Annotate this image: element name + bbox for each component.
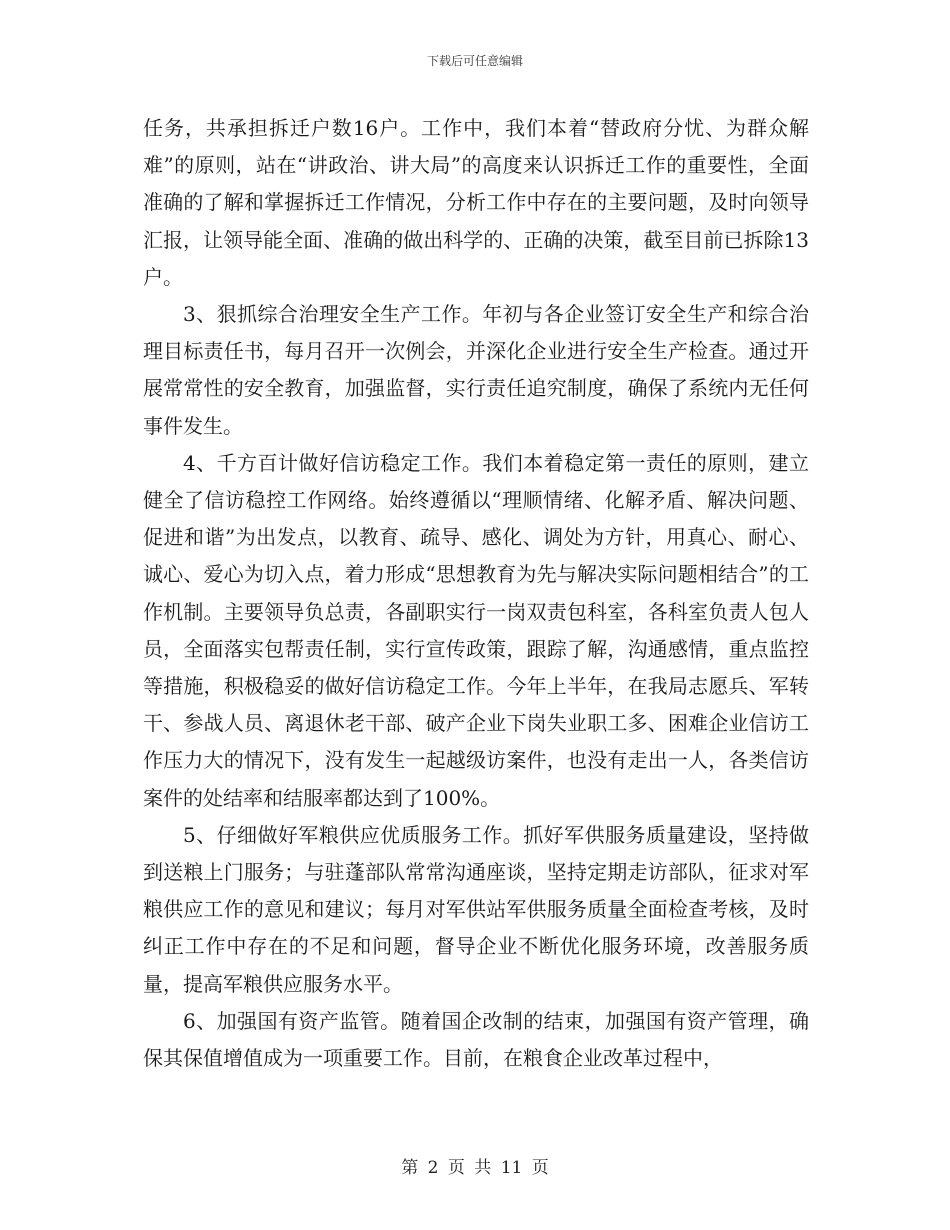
paragraph-state-asset-supervision: 6、加强国有资产监管。随着国企改制的结束，加强国有资产管理，确保其保值增值成为一项重要工作。目前，在粮食企业改革过程中， [143, 1008, 809, 1071]
paragraph-demolition-task: 任务，共承担拆迁户数16户。工作中，我们本着“替政府分忧、为群众解难”的原则，站在“讲政治、讲大局”的高度来认识拆迁工作的重要性，全面准确的了解和掌握拆迁工作情况，分析工作中存在的主要问题，及时向领导汇报，让领导能全面、准确的做出科学的、正确的决策，截至目前已拆除13户。 [143, 116, 809, 289]
paragraph-military-grain-supply: 5、仔细做好军粮供应优质服务工作。抓好军供服务质量建设，坚持做到送粮上门服务；与驻蓬部队常常沟通座谈，坚持定期走访部队，征求对军粮供应工作的意见和建议；每月对军供站军供服务质量全面检查考核，及时纠正工作中存在的不足和问题，督导企业不断优化服务环境，改善服务质量，提高军粮供应服务水平。 [143, 822, 809, 996]
page-header-note: 下载后可任意编辑 [426, 54, 523, 68]
paragraph-safety-production: 3、狠抓综合治理安全生产工作。年初与各企业签订安全生产和综合治理目标责任书，每月召开一次例会，并深化企业进行安全生产检查。通过开展常常性的安全教育，加强监督，实行责任追究制度，确保了系统内无任何事件发生。 [143, 302, 809, 438]
paragraph-petition-stability: 4、千方百计做好信访稳定工作。我们本着稳定第一责任的原则，建立健全了信访稳控工作网络。始终遵循以“理顺情绪、化解矛盾、解决问题、促进和谐”为出发点，以教育、疏导、感化、调处为方针，用真心、耐心、诚心、爱心为切入点，着力形成“思想教育为先与解决实际问题相结合”的工作机制。主要领导负总责，各副职实行一岗双责包科室，各科室负责人包人员，全面落实包帮责任制，实行宣传政策，跟踪了解，沟通感情，重点监控等措施，积极稳妥的做好信访稳定工作。今年上半年，在我局志愿兵、军转干、参战人员、离退休老干部、破产企业下岗失业职工多、困难企业信访工作压力大的情况下，没有发生一起越级访案件，也没有走出一人，各类信访案件的处结率和结服率都达到了100%。 [143, 450, 809, 810]
document-body [143, 110, 809, 1077]
page-number-footer: 第 2 页 共 11 页 [401, 1158, 549, 1178]
